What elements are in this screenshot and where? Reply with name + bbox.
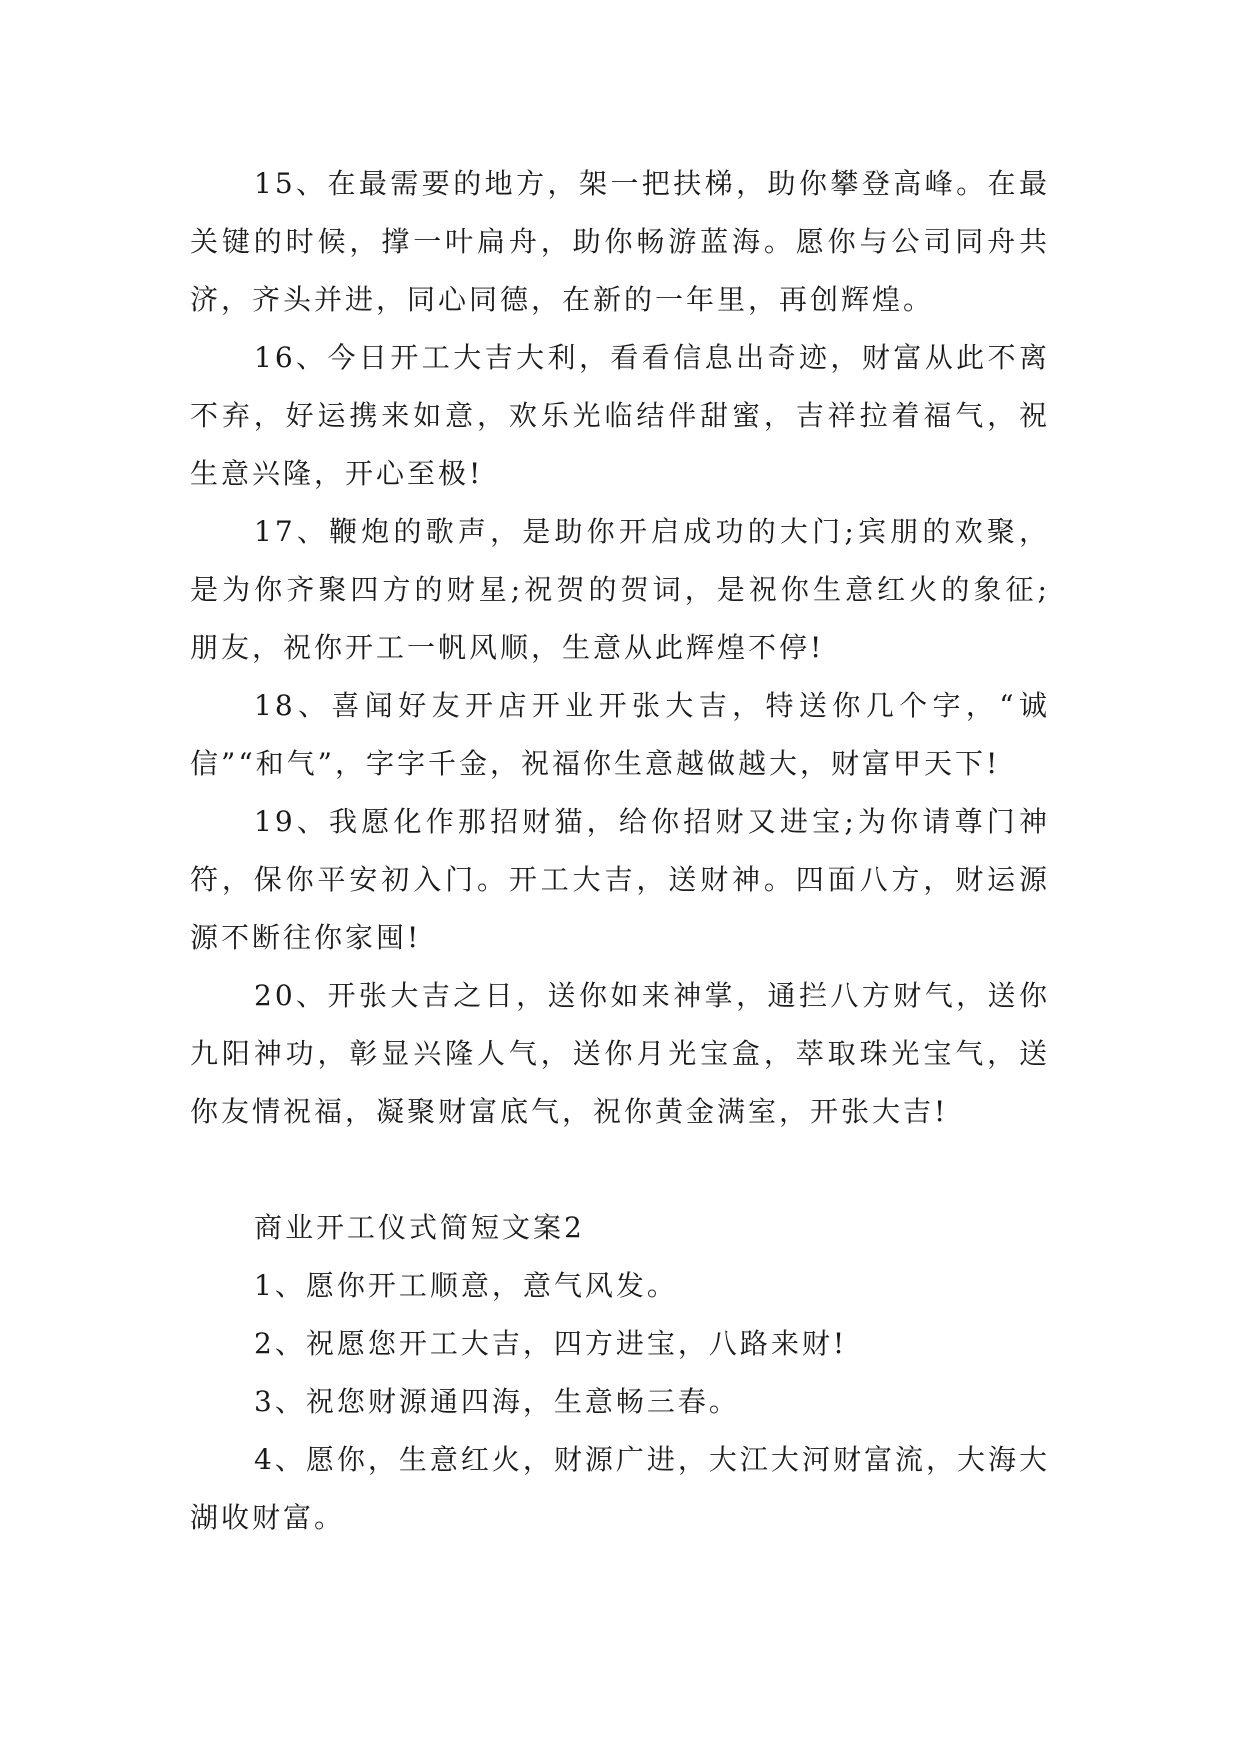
paragraph-20: 20、开张大吉之日，送你如来神掌，通拦八方财气，送你九阳神功，彰显兴隆人气，送你月光宝盒，萃取珠光宝气，送你友情祝福，凝聚财富底气，祝你黄金满室，开张大吉! [190, 979, 1050, 1128]
paragraph-16: 16、今日开工大吉大利，看看信息出奇迹，财富从此不离不弃，好运携来如意，欢乐光临结伴甜蜜，吉祥拉着福气，祝生意兴隆，开心至极! [190, 341, 1050, 490]
paragraph-17: 17、鞭炮的歌声，是助你开启成功的大门;宾朋的欢聚，是为你齐聚四方的财星;祝贺的贺词，是祝你生意红火的象征;朋友，祝你开工一帆风顺，生意从此辉煌不停! [190, 515, 1050, 664]
list-item-2: 2、祝愿您开工大吉，四方进宝，八路来财! [254, 1327, 848, 1360]
list-item-4: 4、愿你，生意红火，财源广进，大江大河财富流，大海大湖收财富。 [190, 1443, 1050, 1534]
paragraph-15: 15、在最需要的地方，架一把扶梯，助你攀登高峰。在最关键的时候，撑一叶扁舟，助你畅游蓝海。愿你与公司同舟共济，齐头并进，同心同德，在新的一年里，再创辉煌。 [190, 167, 1050, 316]
document-body [190, 155, 1050, 1547]
paragraph-19: 19、我愿化作那招财猫，给你招财又进宝;为你请尊门神符，保你平安初入门。开工大吉，送财神。四面八方，财运源源不断往你家囤! [190, 805, 1050, 954]
paragraph-18: 18、喜闻好友开店开业开张大吉，特送你几个字，“诚信”“和气”，字字千金，祝福你生意越做越大，财富甲天下! [190, 689, 1050, 780]
list-item-1: 1、愿你开工顺意，意气风发。 [254, 1269, 678, 1302]
list-item-3: 3、祝您财源通四海，生意畅三春。 [254, 1385, 740, 1418]
section-title: 商业开工仪式简短文案2 [254, 1211, 585, 1244]
